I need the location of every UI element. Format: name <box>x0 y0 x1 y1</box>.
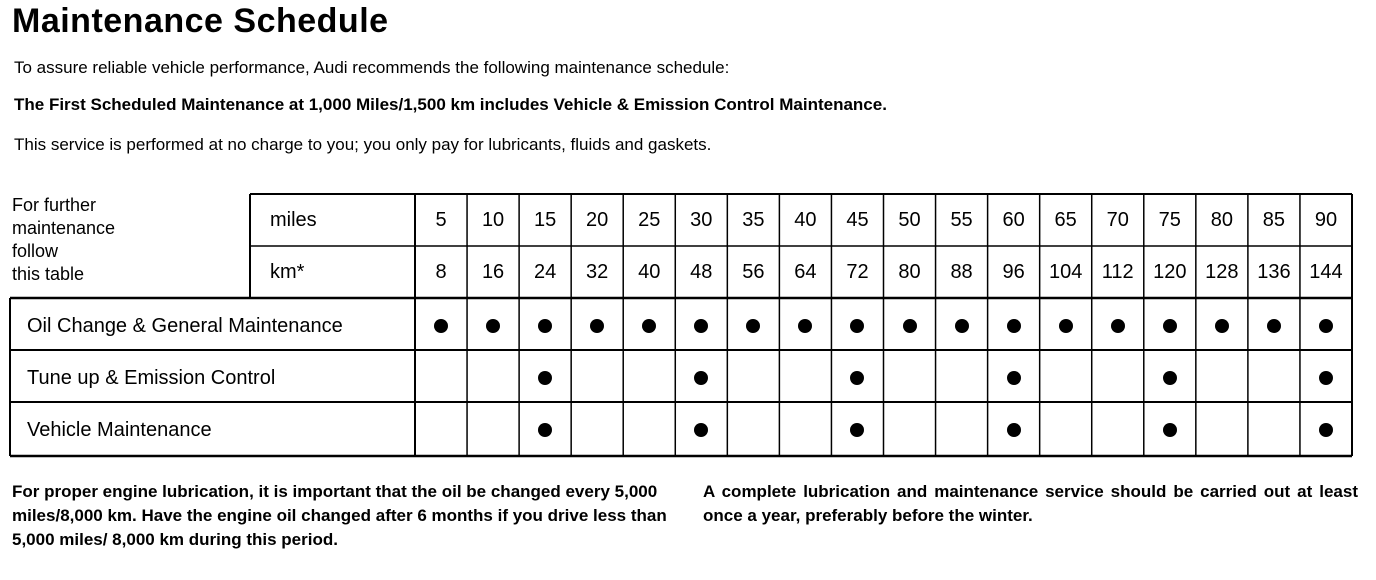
table-intro-line: this table <box>12 264 85 284</box>
km-value: 112 <box>1101 260 1134 283</box>
miles-value: 5 <box>435 208 447 231</box>
service-mark <box>1007 371 1021 385</box>
intro-line: To assure reliable vehicle performance, Audi recommends the following maintenance schedule: <box>14 58 730 77</box>
miles-value: 10 <box>481 208 505 231</box>
service-mark <box>1007 423 1021 437</box>
miles-value: 60 <box>1002 208 1025 231</box>
miles-value: 40 <box>794 208 817 231</box>
service-mark <box>1163 371 1177 385</box>
service-mark <box>1267 319 1281 333</box>
km-header-label: km* <box>270 260 305 283</box>
miles-value: 20 <box>586 208 609 231</box>
service-row-label: Oil Change & General Maintenance <box>27 314 343 337</box>
miles-value: 80 <box>1210 208 1233 231</box>
service-mark <box>1319 319 1333 333</box>
service-mark <box>1007 319 1021 333</box>
miles-header-label: miles <box>270 208 317 231</box>
km-value: 8 <box>435 260 447 283</box>
miles-value: 25 <box>638 208 661 231</box>
service-mark <box>1059 319 1073 333</box>
km-value: 16 <box>481 260 505 283</box>
service-row-label: Tune up & Emission Control <box>27 366 276 389</box>
miles-value: 65 <box>1054 208 1077 231</box>
km-value: 56 <box>742 260 765 283</box>
km-value: 48 <box>690 260 713 283</box>
table-intro-line: maintenance <box>12 218 116 238</box>
service-mark <box>1319 423 1333 437</box>
service-mark <box>955 319 969 333</box>
first-maintenance-note: The First Scheduled Maintenance at 1,000 Miles/1,500 km includes Vehicle & Emission Control Maintenance. <box>14 95 887 114</box>
table-intro-line: follow <box>12 241 59 261</box>
km-value: 80 <box>898 260 921 283</box>
service-mark <box>1111 319 1125 333</box>
miles-value: 15 <box>534 208 557 231</box>
km-value: 96 <box>1002 260 1025 283</box>
km-value: 24 <box>534 260 557 283</box>
service-mark <box>434 319 448 333</box>
km-value: 40 <box>638 260 661 283</box>
service-mark <box>1319 371 1333 385</box>
km-value: 88 <box>950 260 973 283</box>
miles-value: 45 <box>846 208 869 231</box>
km-value: 144 <box>1309 260 1343 283</box>
miles-value: 55 <box>950 208 973 231</box>
service-mark <box>486 319 500 333</box>
km-value: 120 <box>1153 260 1187 283</box>
service-mark <box>1215 319 1229 333</box>
km-value: 136 <box>1257 260 1291 283</box>
miles-value: 35 <box>742 208 765 231</box>
km-value: 32 <box>586 260 609 283</box>
service-mark <box>1163 319 1177 333</box>
table-intro-line: For further <box>12 195 97 215</box>
annual-service-note: A complete lubrication and maintenance service should be carried out at least once a year, preferably before the winter. <box>703 482 1358 525</box>
miles-value: 70 <box>1106 208 1129 231</box>
km-value: 64 <box>794 260 817 283</box>
miles-value: 30 <box>690 208 713 231</box>
service-row-label: Vehicle Maintenance <box>27 418 212 441</box>
no-charge-note: This service is performed at no charge to you; you only pay for lubricants, fluids and gaskets. <box>14 135 712 154</box>
miles-value: 90 <box>1314 208 1338 231</box>
km-value: 104 <box>1048 260 1083 283</box>
km-value: 128 <box>1205 260 1239 283</box>
lubrication-note: For proper engine lubrication, it is important that the oil be changed every 5,000 miles/8,000 km. Have the engine oil changed after 6 months if you drive less than 5,000 miles/ 8,000 km during this period. <box>12 482 667 549</box>
service-mark <box>1163 423 1177 437</box>
miles-value: 50 <box>898 208 921 231</box>
km-value: 72 <box>846 260 869 283</box>
miles-value: 75 <box>1158 208 1181 231</box>
miles-value: 85 <box>1262 208 1286 231</box>
service-mark <box>903 319 917 333</box>
page-title: Maintenance Schedule <box>12 2 389 40</box>
